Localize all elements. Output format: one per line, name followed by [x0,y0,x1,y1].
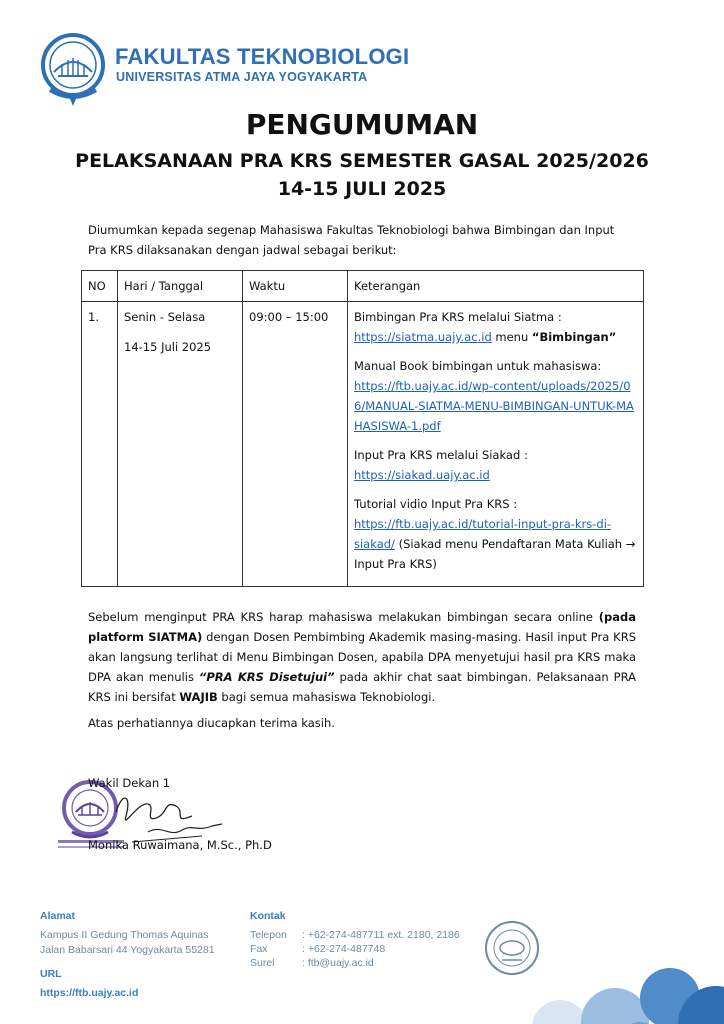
cell-no: 1. [82,302,118,587]
table-row [82,302,644,587]
cell-hari: Senin - Selasa [124,310,206,324]
manual-book-link[interactable]: https://ftb.uajy.ac.id/wp-content/uploads/2025/06/MANUAL-SIATMA-MENU-BIMBINGAN-UNTUK-MAHASISWA-1.pdf [354,379,634,433]
footer-alamat-line1: Kampus II Gedung Thomas Aquinas [40,929,209,941]
ket-siatma-label: Bimbingan Pra KRS melalui Siatma : [354,310,562,324]
telepon-value: : +62-274-487711 ext. 2180, 2186 [302,929,460,941]
telepon-label: Telepon [250,929,287,941]
announcement-title: PENGUMUMAN [245,108,479,141]
ket-tutorial [354,494,637,574]
ket-siatma-bimbingan: “Bimbingan” [531,330,617,344]
ket-siatma [354,307,637,347]
schedule-table [81,270,644,587]
footer-surel [250,956,374,971]
para2-part2: dengan Dosen Pembimbing Akademik masing-masing. Hasil input Pra KRS akan langsung terlihat di Menu Bimbingan Dosen, apabila DPA menyetujui hasil pra KRS maka DPA akan menulis [88,630,636,684]
table-header-row [82,271,644,302]
header-hari-tanggal: Hari / Tanggal [118,271,243,302]
para2-part3: pada akhir chat saat bimbingan. Pelaksanaan PRA KRS ini bersifat [88,670,636,704]
ket-tutorial-note: (Siakad menu Pendaftaran Mata Kuliah → Input Pra KRS) [354,537,636,571]
footer-url-link[interactable]: https://ftb.uajy.ac.id [40,987,139,999]
fax-label: Fax [250,943,268,955]
announcement-date: 14-15 JULI 2025 [277,178,447,200]
header-keterangan: Keterangan [348,271,644,302]
cell-hari-tanggal [118,302,243,587]
footer-fax [250,942,385,957]
ket-tutorial-label: Tutorial vidio Input Pra KRS : [354,497,518,511]
para2-part1: Sebelum menginput PRA KRS harap mahasiswa melakukan bimbingan secara online [88,610,599,624]
cell-tanggal: 14-15 Juli 2025 [124,340,212,354]
signatory-name: Monika Ruwaimana, M.Sc., Ph.D [88,838,272,852]
surel-value: : ftb@uajy.ac.id [302,957,374,969]
cell-waktu: 09:00 – 15:00 [243,302,348,587]
university-logo [40,32,106,108]
intro-paragraph: Diumumkan kepada segenap Mahasiswa Fakultas Teknobiologi bahwa Bimbingan dan Input Pra KRS dilaksanakan dengan jadwal sebagai berikut: [88,223,615,257]
ket-siakad-label: Input Pra KRS melalui Siakad : [354,448,528,462]
ket-manual-label: Manual Book bimbingan untuk mahasiswa: [354,359,602,373]
para2-part4: bagi semua mahasiswa Teknobiologi. [217,690,436,704]
para2-wajib: WAJIB [179,690,218,704]
signatory-position: Wakil Dekan 1 [88,776,171,790]
siatma-link[interactable]: https://siatma.uajy.ac.id [354,330,492,344]
header-no: NO [82,271,118,302]
para2-platform: (pada platform SIATMA) [88,610,636,644]
university-name: UNIVERSITAS ATMA JAYA YOGYAKARTA [116,70,368,84]
footer-alamat-line2: Jalan Babarsari 44 Yogyakarta 55281 [40,944,215,956]
surel-label: Surel [250,957,275,969]
ket-manual [354,356,637,436]
footer-telepon [250,928,460,943]
ket-siatma-menu: menu [491,330,532,344]
instruction-paragraph [88,607,636,707]
ket-siakad [354,445,637,485]
footer-url-label: URL [40,968,62,980]
siakad-link[interactable]: https://siakad.uajy.ac.id [354,468,490,482]
footer-kontak-label: Kontak [250,910,286,922]
tutorial-link[interactable]: https://ftb.uajy.ac.id/tutorial-input-pra-krs-di-siakad/ [354,517,612,551]
header-waktu: Waktu [243,271,348,302]
announcement-subtitle: PELAKSANAAN PRA KRS SEMESTER GASAL 2025/2026 [75,150,649,172]
para2-approval-text: “PRA KRS Disetujui” [198,670,335,684]
cell-keterangan [348,302,644,587]
footer-decoration [520,958,724,1024]
closing-text: Atas perhatiannya diucapkan terima kasih. [88,716,335,730]
footer-alamat-label: Alamat [40,910,76,922]
faculty-name: FAKULTAS TEKNOBIOLOGI [115,44,410,69]
fax-value: : +62-274-487748 [302,943,386,955]
